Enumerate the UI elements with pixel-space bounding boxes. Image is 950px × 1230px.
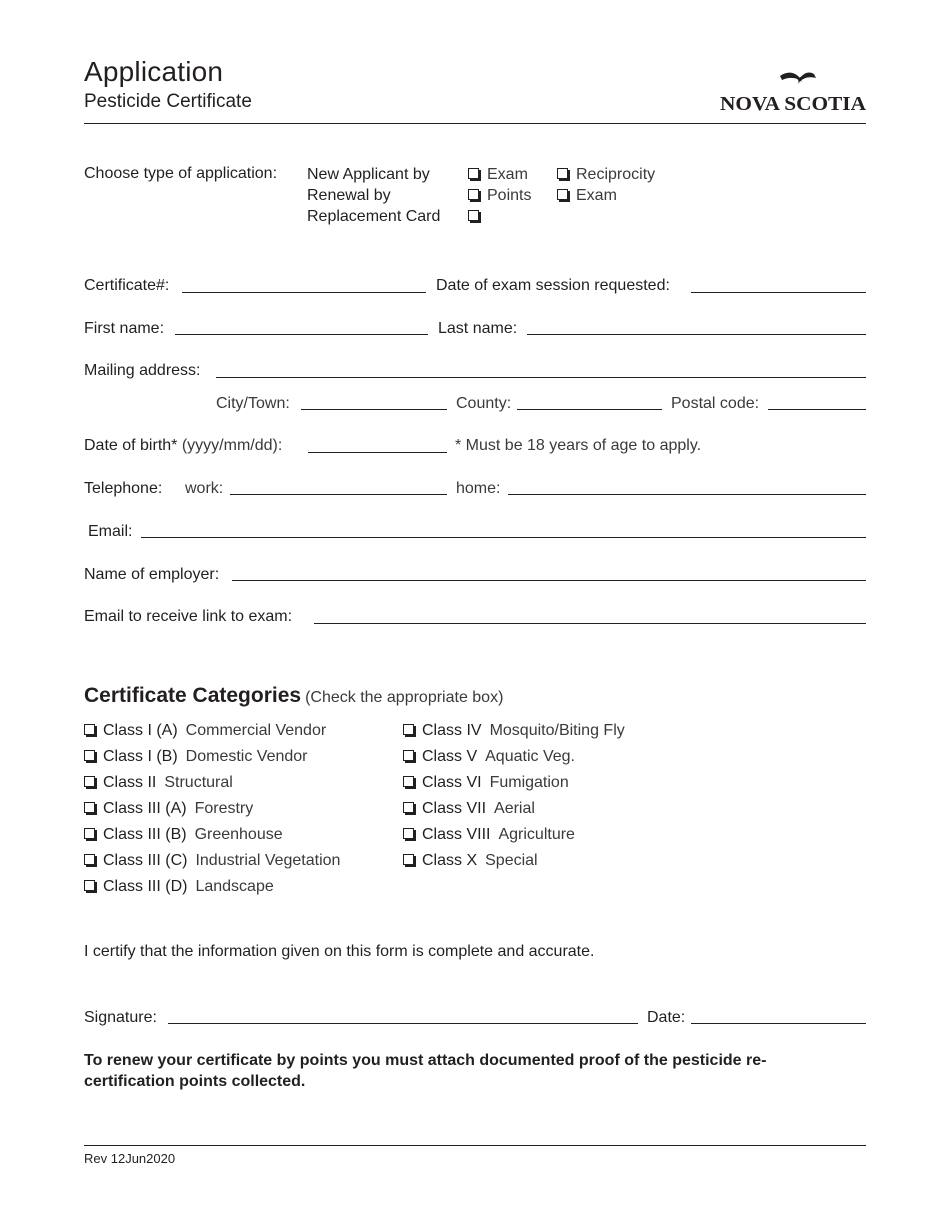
- category-class-7[interactable]: Class VII Aerial: [403, 800, 535, 818]
- work-phone-input-line[interactable]: [230, 494, 447, 495]
- application-type-label: Choose type of application:: [84, 165, 278, 182]
- certificate-input-line[interactable]: [182, 292, 426, 293]
- category-class-1b[interactable]: Class I (B) Domestic Vendor: [84, 748, 308, 766]
- option-renewal-points[interactable]: Points: [468, 185, 531, 206]
- checkbox[interactable]: [84, 854, 95, 865]
- dob-label: Date of birth* (yyyy/mm/dd):: [84, 437, 283, 454]
- category-class-3c[interactable]: Class III (C) Industrial Vegetation: [84, 852, 340, 870]
- checkbox[interactable]: [403, 724, 414, 735]
- postal-code-input-line[interactable]: [768, 409, 866, 410]
- category-class-3d[interactable]: Class III (D) Landscape: [84, 878, 274, 896]
- exam-email-input-line[interactable]: [314, 623, 866, 624]
- last-name-label: Last name:: [438, 320, 518, 337]
- first-name-input-line[interactable]: [175, 334, 428, 335]
- checkbox[interactable]: [84, 750, 95, 761]
- checkbox[interactable]: [403, 828, 414, 839]
- certificate-label: Certificate#:: [84, 277, 170, 294]
- date-input-line[interactable]: [691, 1023, 866, 1024]
- exam-email-label: Email to receive link to exam:: [84, 608, 293, 625]
- revision-label: Rev 12Jun2020: [84, 1151, 176, 1166]
- option-replacement-card[interactable]: [468, 206, 531, 227]
- row-label-replacement: Replacement Card: [307, 208, 441, 225]
- categories-heading: Certificate Categories (Check the appropriate box): [84, 684, 504, 707]
- exam-date-input-line[interactable]: [691, 292, 866, 293]
- checkbox[interactable]: [403, 854, 414, 865]
- row-label-renewal: Renewal by: [307, 187, 391, 204]
- checkbox[interactable]: [468, 189, 479, 200]
- checkbox[interactable]: [84, 802, 95, 813]
- checkbox[interactable]: [84, 880, 95, 891]
- city-label: City/Town:: [216, 395, 290, 412]
- city-input-line[interactable]: [301, 409, 447, 410]
- mailing-address-input-line[interactable]: [216, 377, 866, 378]
- row-label-new: New Applicant by: [307, 166, 430, 183]
- category-class-6[interactable]: Class VI Fumigation: [403, 774, 569, 792]
- email-input-line[interactable]: [141, 537, 866, 538]
- application-options-col2: [557, 164, 655, 206]
- first-name-label: First name:: [84, 320, 165, 337]
- checkbox[interactable]: [84, 724, 95, 735]
- header-rule: [84, 123, 866, 124]
- application-options-col1: [468, 164, 531, 227]
- category-class-10[interactable]: Class X Special: [403, 852, 538, 870]
- signature-label: Signature:: [84, 1009, 157, 1026]
- category-class-2[interactable]: Class II Structural: [84, 774, 233, 792]
- checkbox[interactable]: [468, 210, 479, 221]
- category-class-5[interactable]: Class V Aquatic Veg.: [403, 748, 575, 766]
- category-class-3a[interactable]: Class III (A) Forestry: [84, 800, 253, 818]
- checkbox[interactable]: [403, 750, 414, 761]
- employer-input-line[interactable]: [232, 580, 866, 581]
- checkbox[interactable]: [403, 802, 414, 813]
- nova-scotia-logo: [718, 68, 868, 114]
- certification-statement: I certify that the information given on this form is complete and accurate.: [84, 943, 595, 960]
- age-requirement-note: * Must be 18 years of age to apply.: [455, 437, 702, 454]
- checkbox[interactable]: [557, 168, 568, 179]
- postal-code-label: Postal code:: [671, 395, 760, 412]
- renewal-note: To renew your certificate by points you must attach documented proof of the pesticide re-certification points collected.: [84, 1052, 767, 1090]
- category-class-1a[interactable]: Class I (A) Commercial Vendor: [84, 722, 326, 740]
- employer-label: Name of employer:: [84, 566, 220, 583]
- telephone-label: Telephone:: [84, 480, 163, 497]
- category-class-4[interactable]: Class IV Mosquito/Biting Fly: [403, 722, 625, 740]
- footer-rule: [84, 1145, 866, 1146]
- option-new-reciprocity[interactable]: Reciprocity: [557, 164, 655, 185]
- checkbox[interactable]: [84, 776, 95, 787]
- option-new-exam[interactable]: Exam: [468, 164, 531, 185]
- county-label: County:: [456, 395, 512, 412]
- application-type-rows: [307, 164, 440, 227]
- checkbox[interactable]: [557, 189, 568, 200]
- home-phone-input-line[interactable]: [508, 494, 866, 495]
- home-phone-label: home:: [456, 480, 501, 497]
- category-class-3b[interactable]: Class III (B) Greenhouse: [84, 826, 283, 844]
- work-phone-label: work:: [185, 480, 224, 497]
- form-title: Application: [84, 56, 224, 87]
- option-renewal-exam[interactable]: Exam: [557, 185, 655, 206]
- mailing-address-label: Mailing address:: [84, 362, 201, 379]
- category-class-8[interactable]: Class VIII Agriculture: [403, 826, 575, 844]
- last-name-input-line[interactable]: [527, 334, 866, 335]
- checkbox[interactable]: [468, 168, 479, 179]
- signature-input-line[interactable]: [168, 1023, 638, 1024]
- county-input-line[interactable]: [517, 409, 662, 410]
- checkbox[interactable]: [84, 828, 95, 839]
- date-label: Date:: [647, 1009, 686, 1026]
- email-label: Email:: [88, 523, 133, 540]
- checkbox[interactable]: [403, 776, 414, 787]
- dob-input-line[interactable]: [308, 452, 447, 453]
- logo-text: NOVA SCOTIA: [720, 93, 867, 114]
- form-subtitle: Pesticide Certificate: [84, 91, 252, 112]
- exam-date-label: Date of exam session requested:: [436, 277, 670, 294]
